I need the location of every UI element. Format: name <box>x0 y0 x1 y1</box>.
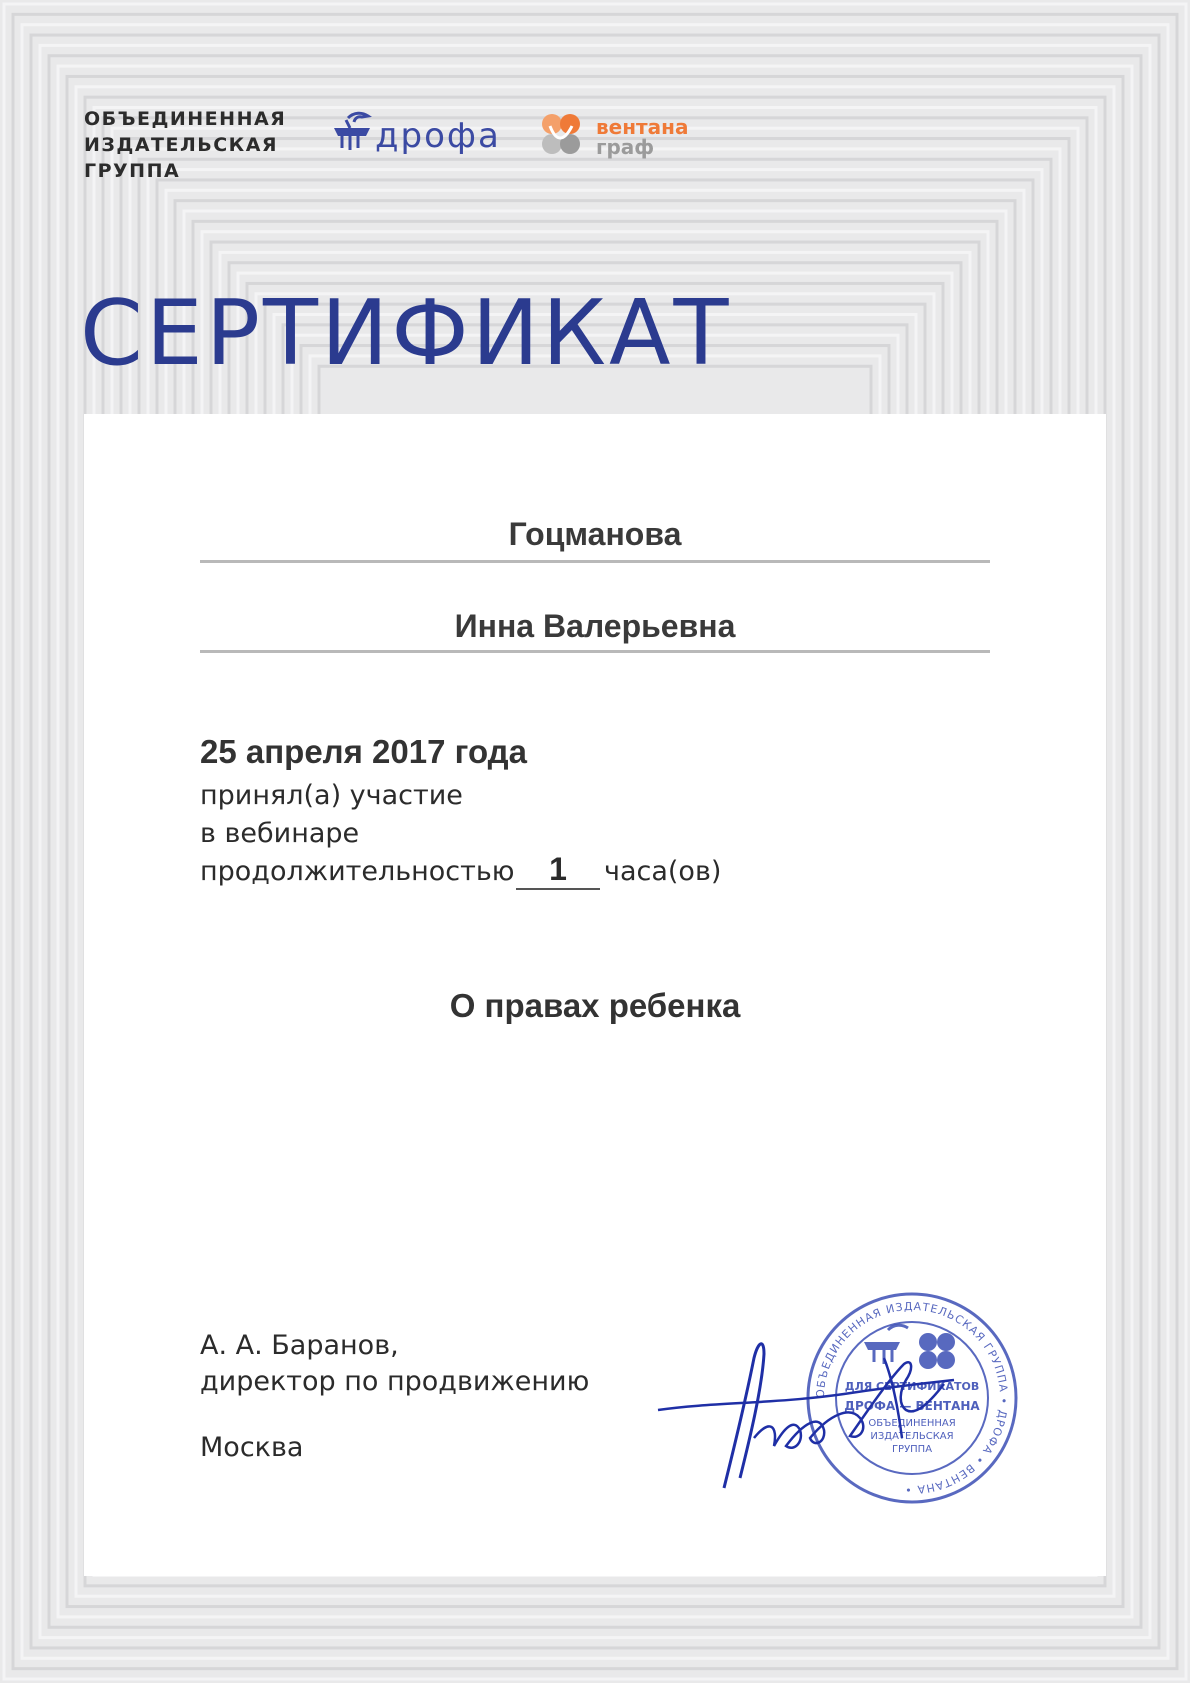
drofa-logo-text: дрофа <box>375 116 501 156</box>
last-name-rule <box>200 560 990 563</box>
drofa-bird-icon <box>328 110 376 154</box>
publisher-line: ИЗДАТЕЛЬСКАЯ <box>84 134 279 156</box>
duration-value: 1 <box>549 851 567 887</box>
webinar-topic: О правах ребенка <box>449 987 741 1024</box>
publisher-line: ГРУППА <box>84 160 181 182</box>
recipient-first-names: Инна Валерьевна <box>454 608 736 644</box>
stamp-line-5: ГРУППА <box>891 1444 933 1455</box>
publisher-name <box>84 106 286 184</box>
certificate-card <box>84 414 1106 1576</box>
stamp-line-4: ИЗДАТЕЛЬСКАЯ <box>870 1431 954 1442</box>
duration-unit: часа(ов) <box>604 856 722 887</box>
webinar-text: в вебинаре <box>200 818 360 849</box>
certificate-title: СЕРТИФИКАТ <box>80 281 732 386</box>
signer-city: Москва <box>200 1432 304 1463</box>
handwritten-signature <box>654 1318 984 1518</box>
publisher-line: ОБЪЕДИНЕННАЯ <box>84 108 287 130</box>
duration-rule <box>516 888 600 890</box>
stamp-ring-text: ОБЪЕДИНЕННАЯ ИЗДАТЕЛЬСКАЯ ГРУППА • ДРОФА • ВЕНТАНА • <box>813 1299 1011 1497</box>
participation-text: принял(а) участие <box>200 780 463 811</box>
duration-label: продолжительностью <box>200 856 515 887</box>
event-date: 25 апреля 2017 года <box>200 733 527 770</box>
stamp-line-1: ДЛЯ СЕРТИФИКАТОВ <box>844 1380 980 1393</box>
ventana-flower-icon <box>538 112 590 158</box>
signer-name: А. А. Баранов, <box>200 1330 399 1361</box>
stamp-line-2: ДРОФА — ВЕНТАНА <box>844 1399 980 1413</box>
first-names-rule <box>200 650 990 653</box>
ventana-logo-text: вентана <box>596 115 689 139</box>
stamp-line-3: ОБЪЕДИНЕННАЯ <box>868 1418 956 1429</box>
signer-position: директор по продвижению <box>200 1366 590 1397</box>
ventana-logo-subtext: граф <box>596 135 655 159</box>
recipient-last-name: Гоцманова <box>508 516 682 552</box>
